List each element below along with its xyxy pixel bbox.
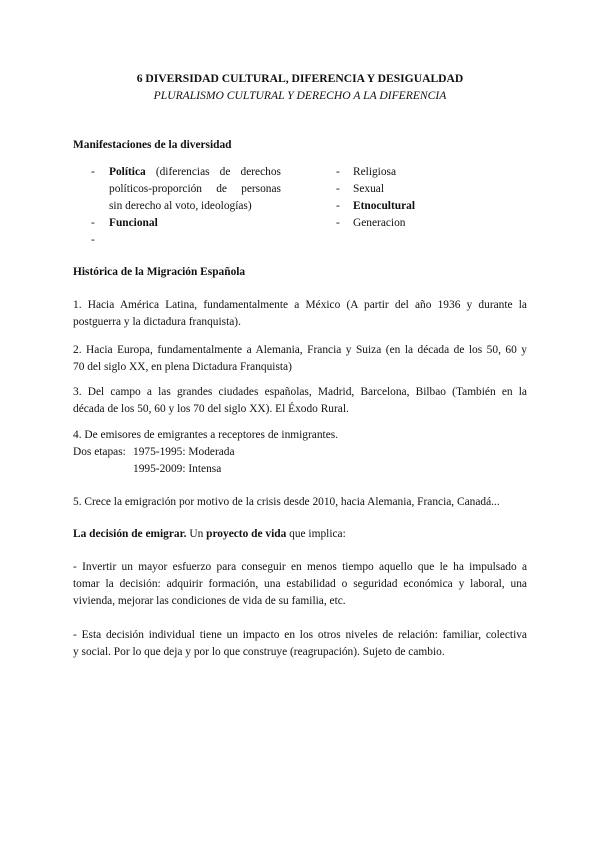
bullet-dash: -: [336, 166, 340, 178]
politica-label: Política: [109, 166, 146, 178]
bullet-dash: -: [336, 200, 340, 212]
list-item-etnocultural: Etnocultural: [353, 200, 416, 212]
document-title: 6 DIVERSIDAD CULTURAL, DIFERENCIA Y DESIGUALDAD: [136, 72, 464, 85]
decision-intro-pre: Un: [189, 528, 204, 540]
decision-bullet-1: [73, 559, 527, 610]
politica-line-1: (diferencias de derechos: [155, 166, 281, 178]
politica-line-2: políticos-proporción de personas: [109, 183, 281, 195]
section-heading-manifestaciones: Manifestaciones de la diversidad: [73, 139, 232, 151]
paragraph-line: década de los 50, 60 y los 70 del siglo XX). El Éxodo Rural.: [73, 403, 349, 415]
etapas-label: Dos etapas:: [73, 446, 126, 458]
paragraph-line: 2. Hacia Europa, fundamentalmente a Alemania, Francia y Suiza (en la década de los 50, 60 y: [73, 344, 527, 356]
paragraph-line: - Esta decisión individual tiene un impacto en los otros niveles de relación: familiar, colectiva: [73, 629, 527, 641]
politica-line-3: sin derecho al voto, ideologías): [109, 200, 252, 212]
decision-intro: [73, 526, 346, 543]
list-item-generacion: Generacion: [353, 217, 406, 229]
list-item-politica: [109, 164, 281, 215]
decision-intro-bold: proyecto de vida: [206, 528, 287, 540]
paragraph-line: 3. Del campo a las grandes ciudades españolas, Madrid, Barcelona, Bilbao (También en la: [73, 386, 527, 398]
decision-bullet-2: [73, 627, 527, 661]
paragraph-line: 70 del siglo XX, en plena Dictadura Franquista): [73, 361, 292, 373]
decision-heading: La decisión de emigrar.: [73, 528, 187, 540]
paragraph-3: [73, 384, 527, 418]
paragraph-2: [73, 342, 527, 376]
etapa-1: 1975-1995: Moderada: [133, 446, 235, 458]
bullet-dash: -: [336, 217, 340, 229]
paragraph-line: y social. Por lo que deja y por lo que construye (reagrupación). Sujeto de cambio.: [73, 646, 445, 658]
list-item-funcional: Funcional: [109, 217, 158, 229]
paragraph-4: 4. De emisores de emigrantes a receptores de inmigrantes.: [73, 429, 339, 441]
paragraph-5: 5. Crece la emigración por motivo de la crisis desde 2010, hacia Alemania, Francia, Canadá...: [73, 496, 500, 508]
decision-intro-post: que implica:: [289, 528, 346, 540]
bullet-dash: -: [336, 183, 340, 195]
paragraph-line: tomar la decisión: adquirir formación, una estabilidad o seguridad económica y laboral, una: [73, 578, 527, 590]
paragraph-line: 1. Hacia América Latina, fundamentalmente a México (A partir del año 1936 y durante la: [73, 299, 527, 311]
list-item-religiosa: Religiosa: [353, 166, 397, 178]
section-heading-historia: Histórica de la Migración Española: [73, 266, 246, 278]
paragraph-line: postguerra y la dictadura franquista).: [73, 316, 241, 328]
bullet-dash: -: [91, 234, 95, 246]
paragraph-1: [73, 297, 527, 331]
paragraph-line: - Invertir un mayor esfuerzo para conseguir en menos tiempo aquello que le ha impulsado a: [73, 561, 527, 573]
document-subtitle: PLURALISMO CULTURAL Y DERECHO A LA DIFERENCIA: [153, 89, 447, 102]
etapa-2: 1995-2009: Intensa: [133, 463, 222, 475]
bullet-dash: -: [91, 217, 95, 229]
bullet-dash: -: [91, 166, 95, 178]
paragraph-line: vivienda, mejorar las condiciones de vida de su familia, etc.: [73, 595, 346, 607]
list-item-sexual: Sexual: [353, 183, 385, 195]
